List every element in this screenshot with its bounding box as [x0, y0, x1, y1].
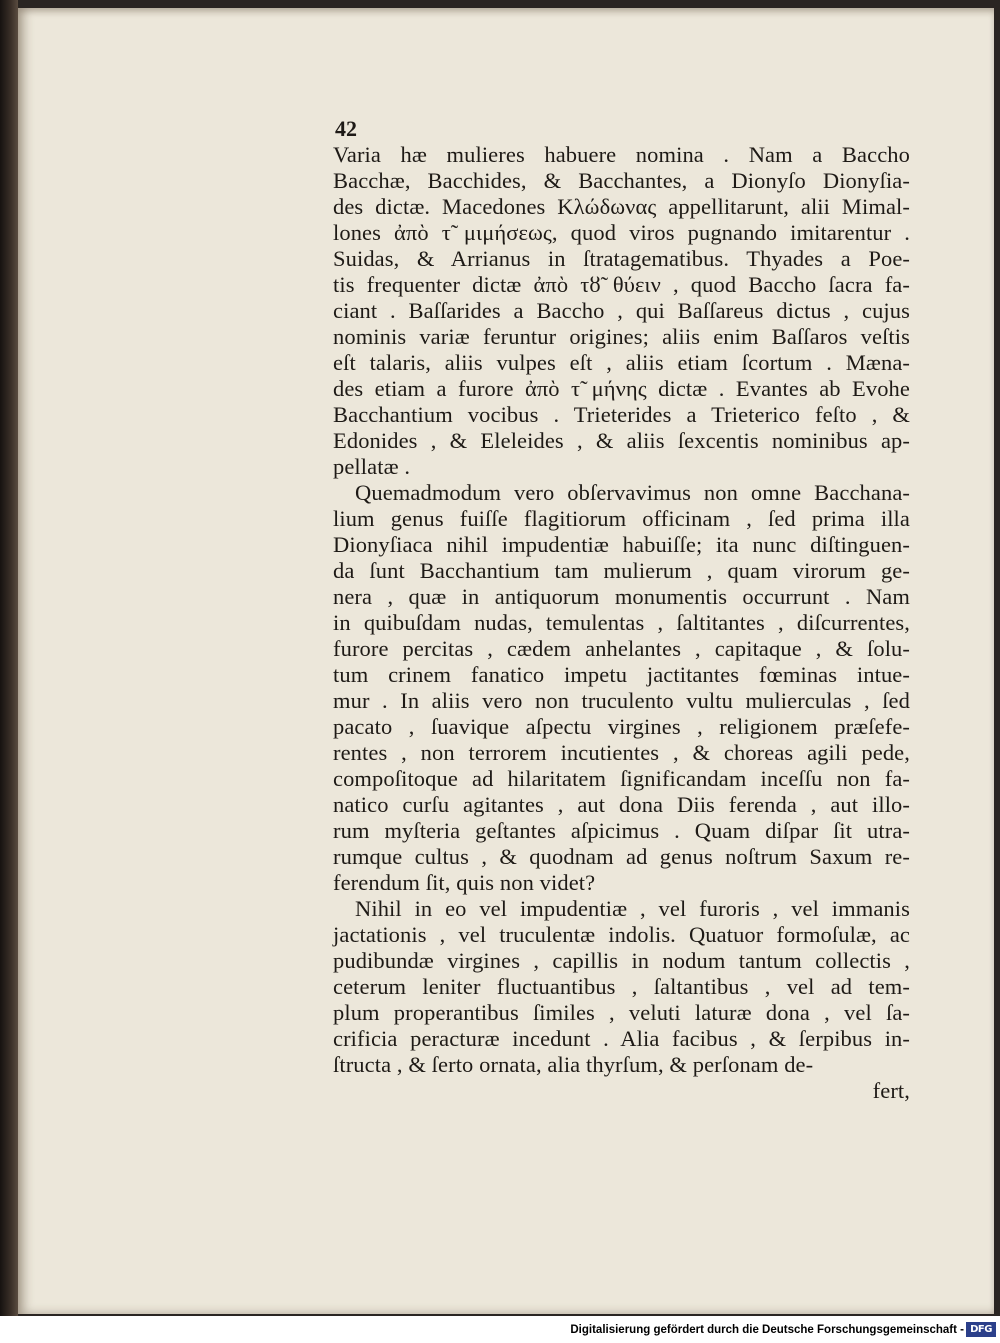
text-line: Edonides , & Eleleides , & aliis ſexcentis nominibus ap- — [333, 428, 910, 453]
text-line: Varia hæ mulieres habuere nomina . Nam a Baccho — [333, 142, 910, 167]
funding-notice: Digitalisierung gefördert durch die Deutsche Forschungsgemeinschaft - — [570, 1324, 964, 1336]
text-line: des etiam a furore ἀπὸ τ̃ μήνης dictæ . Evantes ab Evohe — [333, 376, 910, 401]
text-line: ceterum leniter fluctuantibus , ſaltantibus , vel ad tem- — [333, 974, 910, 999]
text-line: nera , quæ in antiquorum monumentis occurrunt . Nam — [333, 584, 910, 609]
text-line: ferendum ſit, quis non videt? — [333, 870, 596, 895]
book-binding-edge — [0, 0, 18, 1316]
text-line: Quemadmodum vero obſervavimus non omne Bacchana- — [355, 480, 910, 505]
paragraph — [333, 480, 910, 896]
text-line: pudibundæ virgines , capillis in nodum tantum collectis , — [333, 948, 910, 973]
catchword: fert, — [872, 1078, 910, 1103]
text-line: furore percitas , cædem anhelantes , capitaque , & ſolu- — [333, 636, 910, 661]
text-line: Bacchæ, Bacchides, & Bacchantes, a Dionyſo Dionyſia- — [333, 168, 910, 193]
text-line: ſtructa , & ſerto ornata, alia thyrſum, & perſonam de- — [333, 1052, 814, 1077]
text-line: plum properantibus ſimiles , veluti laturæ dona , vel ſa- — [333, 1000, 910, 1025]
paragraph — [333, 142, 910, 480]
text-line: compoſitoque ad hilaritatem ſignificandam inceſſu non fa- — [333, 766, 910, 791]
text-line: tis frequenter dictæ ἀπὸ τȣ̃ θύειν , quod Baccho ſacra fa- — [333, 272, 910, 297]
text-line: Suidas, & Arrianus in ſtratagematibus. Thyades a Poe- — [333, 246, 910, 271]
text-line: mur . In aliis vero non truculento vultu mulierculas , ſed — [333, 688, 910, 713]
text-line: Dionyſiaca nihil impudentiæ habuiſſe; ita nunc diſtinguen- — [333, 532, 910, 557]
text-line: rumque cultus , & quodnam ad genus noſtrum Saxum re- — [333, 844, 910, 869]
text-line: natico curſu agitantes , aut dona Diis ferenda , aut illo- — [333, 792, 910, 817]
text-line: jactationis , vel truculentæ indolis. Quatuor formoſulæ, ac — [333, 922, 910, 947]
text-line: pacato , ſuavique aſpectu virgines , religionem præſefe- — [333, 714, 910, 739]
text-line: pellatæ . — [333, 454, 411, 479]
text-line: des dictæ. Macedones Κλώδωνας appellitarunt, alii Mimal- — [333, 194, 910, 219]
text-line: ciant . Baſſarides a Baccho , qui Baſſareus dictus , cujus — [333, 298, 910, 323]
footer-bar — [0, 1316, 1000, 1343]
text-line: rum myſteria geſtantes aſpicimus . Quam diſpar ſit utra- — [333, 818, 910, 843]
text-line: rentes , non terrorem incutientes , & choreas agili pede, — [333, 740, 910, 765]
text-line: crificia peracturæ incedunt . Alia facibus , & ſerpibus in- — [333, 1026, 910, 1051]
text-line: in quibuſdam nudas, temulentas , ſaltitantes , diſcurrentes, — [333, 610, 910, 635]
page-text-block — [333, 142, 910, 1104]
text-line: Nihil in eo vel impudentiæ , vel furoris , vel immanis — [355, 896, 910, 921]
text-line: eſt talaris, aliis vulpes eſt , aliis etiam ſcortum . Mæna- — [333, 350, 910, 375]
text-line: tum crinem fanatico impetu jactitantes fœminas intue- — [333, 662, 910, 687]
text-line: da ſunt Bacchantium tam mulierum , quam virorum ge- — [333, 558, 910, 583]
text-line: lium genus fuiſſe flagitiorum officinam , ſed prima illa — [333, 506, 910, 531]
paragraph — [333, 896, 910, 1078]
text-line: Bacchantium vocibus . Trieterides a Trieterico feſto , & — [333, 402, 910, 427]
text-line: lones ἀπὸ τ̃ μιμήσεως, quod viros pugnando imitarentur . — [333, 220, 910, 245]
dfg-logo-icon: DFG — [966, 1322, 996, 1337]
text-line: nominis variæ feruntur origines; aliis enim Baſſaros veſtis — [333, 324, 910, 349]
page-number: 42 — [335, 116, 357, 141]
